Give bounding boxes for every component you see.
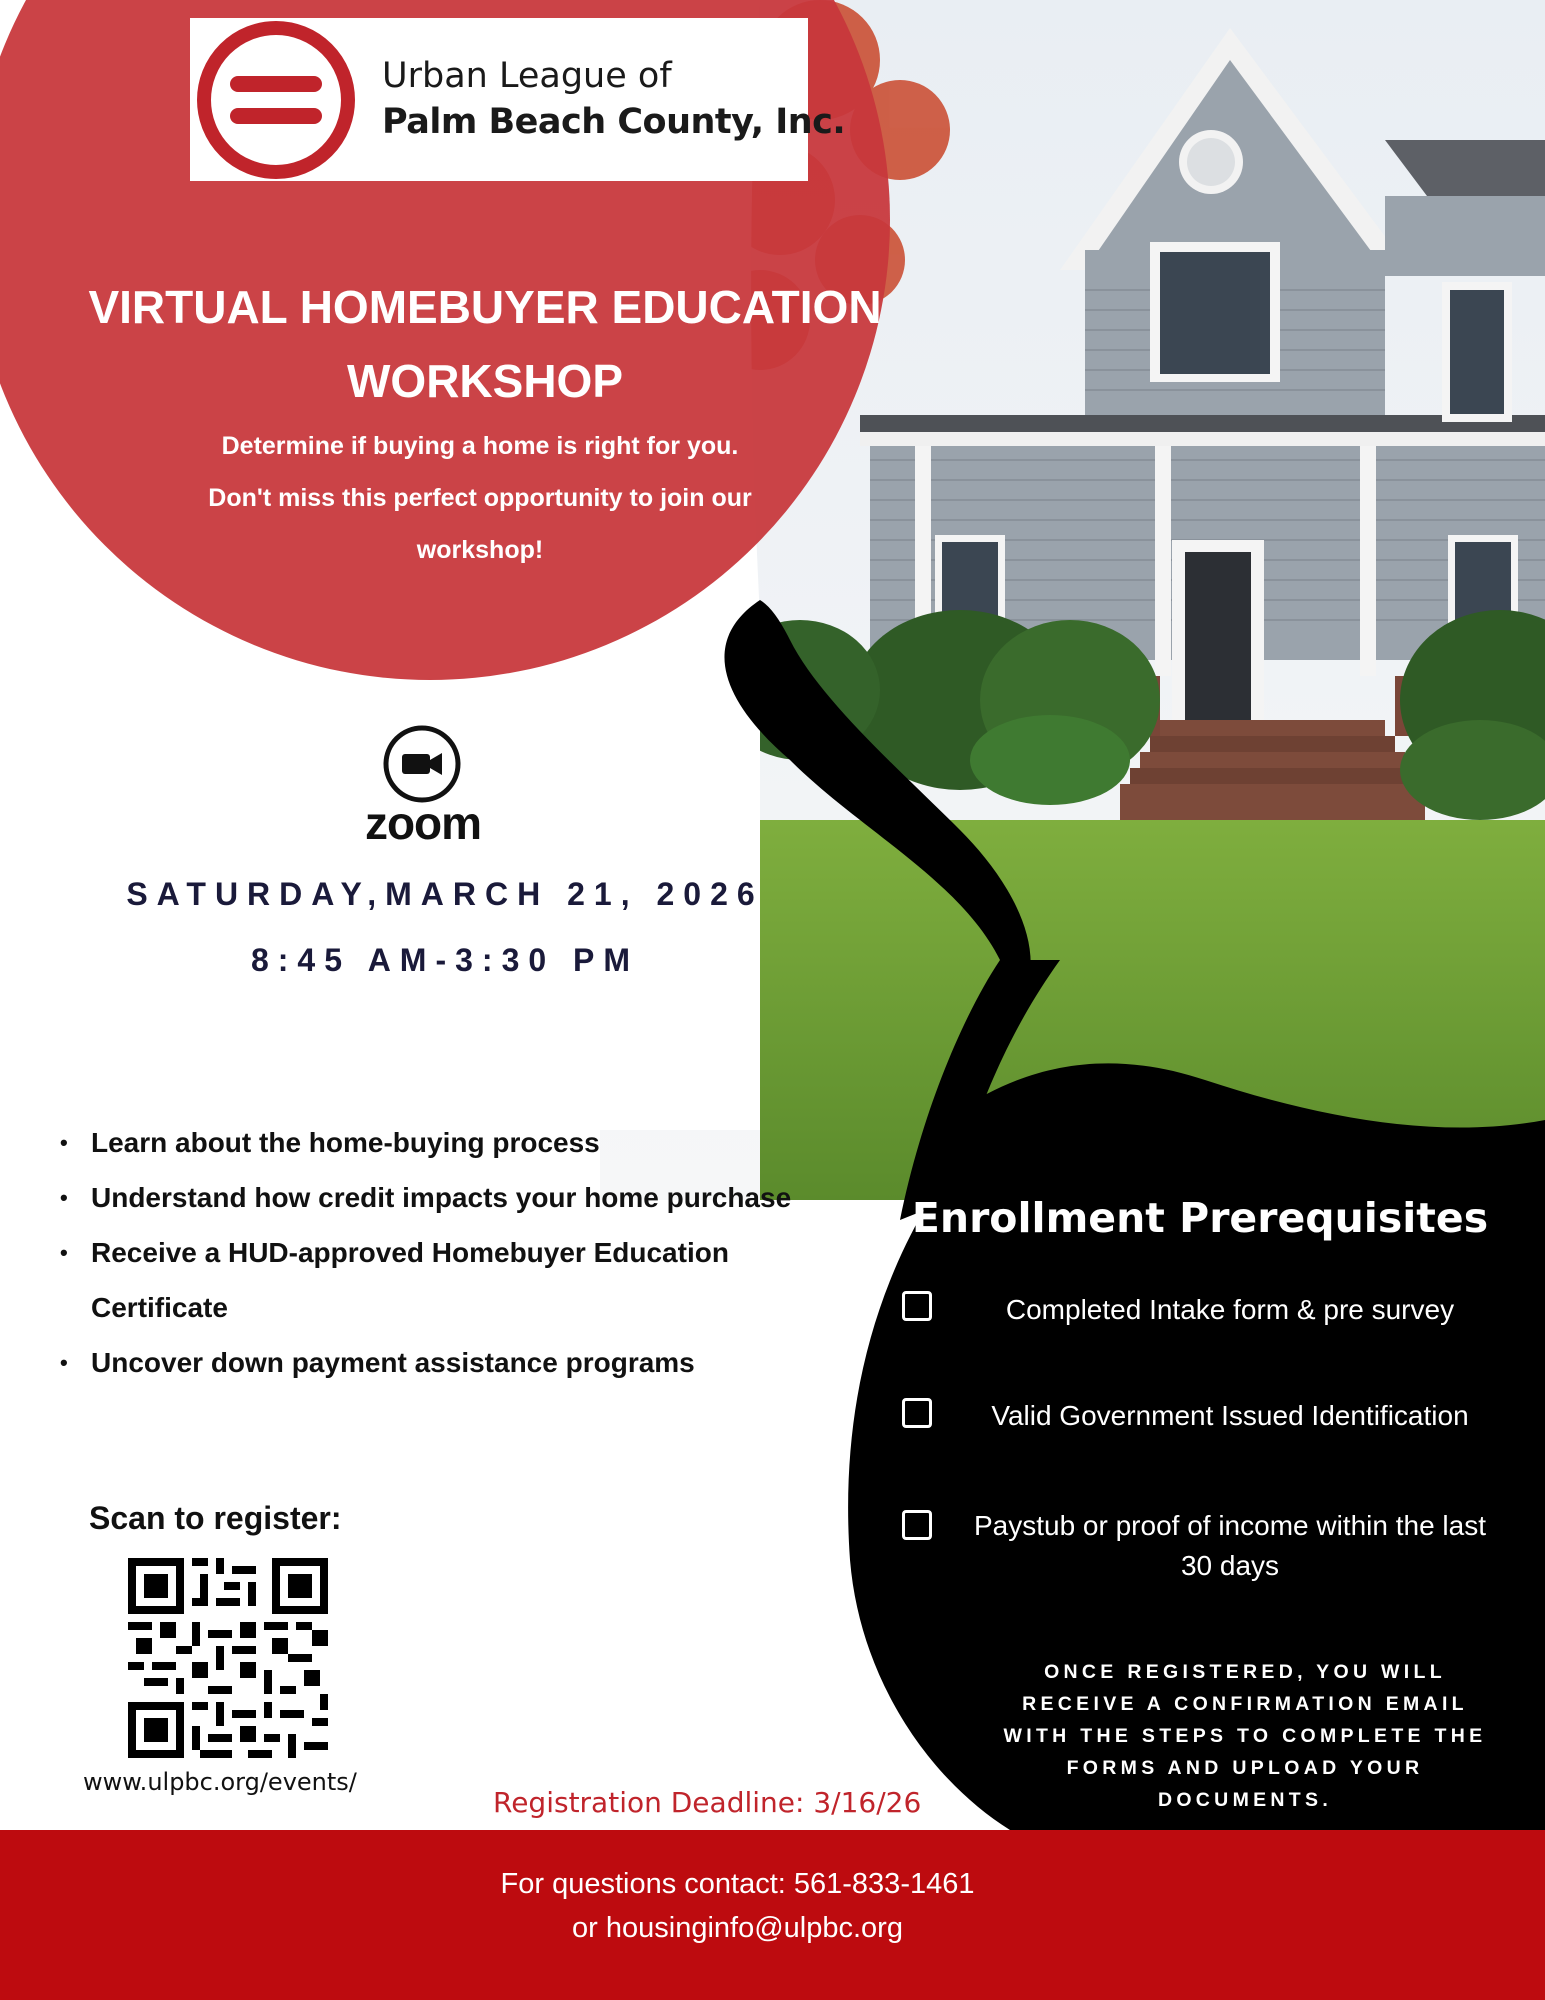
subtitle-line: workshop! (416, 536, 544, 564)
list-item: • Understand how credit impacts your home purchase (60, 1170, 850, 1225)
prerequisite-label: Paystub or proof of income within the last 30 days (973, 1510, 1487, 1581)
checkbox-icon[interactable] (902, 1398, 932, 1428)
registration-url[interactable]: www.ulpbc.org/events/ (83, 1768, 357, 1796)
subtitle-line: Don't miss this perfect opportunity to join our (208, 484, 752, 512)
platform-name: zoom (364, 797, 482, 849)
confirmation-note: ONCE REGISTERED, YOU WILL RECEIVE A CONFIRMATION EMAIL WITH THE STEPS TO COMPLETE THE FORMS AND UPLOAD YOUR DOCUMENTS. (1003, 1661, 1487, 1811)
prerequisite-label: Completed Intake form & pre survey (1005, 1294, 1455, 1325)
contact-email[interactable]: or housinginfo@ulpbc.org (572, 1912, 903, 1944)
checkbox-icon[interactable] (902, 1291, 932, 1321)
event-time: 8:45 AM-3:30 PM (250, 942, 640, 978)
logo-name-line1: Urban League of (382, 56, 672, 96)
list-item: • Uncover down payment assistance programs (60, 1335, 850, 1390)
workshop-title: VIRTUAL HOMEBUYER EDUCATION WORKSHOP (88, 281, 882, 407)
event-date: SATURDAY,MARCH 21, 2026 (126, 876, 764, 912)
list-item: • Learn about the home-buying process (60, 1115, 850, 1170)
subtitle-line: Determine if buying a home is right for you. (221, 432, 739, 460)
registration-deadline: Registration Deadline: 3/16/26 (493, 1786, 922, 1819)
logo-name-line2: Palm Beach County, Inc. (382, 102, 846, 142)
equality-logo-icon (194, 18, 357, 181)
prerequisite-label: Valid Government Issued Identification (991, 1400, 1469, 1431)
checkbox-icon[interactable] (902, 1510, 932, 1540)
organization-logo (190, 18, 846, 181)
video-camera-icon (382, 724, 462, 804)
workshop-subtitle (110, 420, 850, 576)
contact-footer (0, 1830, 1545, 2000)
qr-code-icon[interactable] (128, 1558, 328, 1758)
contact-phone: For questions contact: 561-833-1461 (500, 1868, 975, 1900)
list-item: • Receive a HUD-approved Homebuyer Education Certificate (60, 1225, 850, 1335)
benefits-list (60, 1115, 850, 1390)
scan-label: Scan to register: (89, 1500, 342, 1536)
enrollment-title: Enrollment Prerequisites (911, 1194, 1489, 1242)
